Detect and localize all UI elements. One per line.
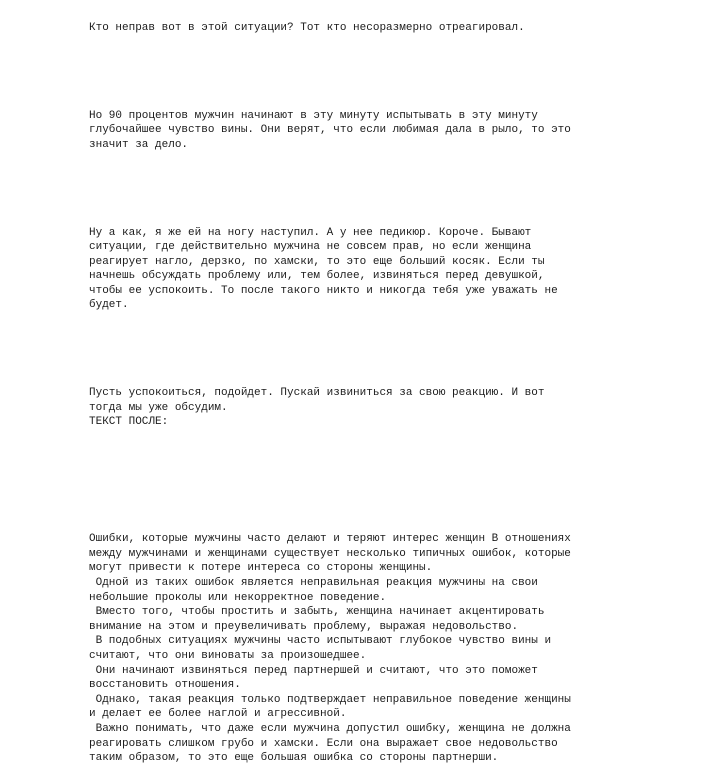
paragraph-situations: Ну а как, я же ей на ногу наступил. А у нее педикюр. Короче. Бывают ситуации, где действительно мужчина не совсем прав, но если женщина реагирует нагло, дерзко, по хамски, то это еще больший косяк. Если ты начнешь обсуждать проблему или, тем более, извиняться перед девушкой, чтобы ее успокоить. То после такого никто и никогда тебя уже уважать не будет. <box>89 226 558 312</box>
paragraph-gap <box>89 342 720 357</box>
document-body <box>89 0 720 780</box>
paragraph-guilt: Но 90 процентов мужчин начинают в эту минуту испытывать в эту минуту глубочайшее чувство вины. Они верят, что если любимая дала в рыло, то это значит за дело. <box>89 109 571 151</box>
section-gap <box>89 459 720 503</box>
paragraph-gap <box>89 65 720 80</box>
paragraph-gap <box>89 182 720 197</box>
paragraph-mistakes: Ошибки, которые мужчины часто делают и теряют интерес женщин В отношениях между мужчинами и женщинами существует несколько типичных ошибок, которые могут привести к потере интереса со стороны женщины. Одной из таких ошибок является неправильная реакция мужчины на свои небольшие проколы или некорректное поведение. Вместо того, чтобы простить и забыть, женщина начинает акцентировать внимание на этом и преувеличивать проблему, выражая недовольство. В подобных ситуациях мужчины часто испытывают глубокое чувство вины и считают, что они виноваты за произошедшее. Они начинают извиняться перед партнершей и считают, что это поможет восстановить отношения. Однако, такая реакция только подтверждает неправильное поведение женщины и делает ее более наглой и агрессивной. Важно понимать, что даже если мужчина допустил ошибку, женщина не должна реагировать слишком грубо и хамски. Если она выражает свое недовольство таким образом, то это еще большая ошибка со стороны партнерши. <box>89 533 571 765</box>
paragraph-who-is-wrong: Кто неправ вот в этой ситуации? Тот кто несоразмерно отреагировал. <box>89 22 525 35</box>
paragraph-calm-down: Пусть успокоиться, подойдет. Пускай извиниться за свою реакцию. И вот тогда мы уже обсудим. ТЕКСТ ПОСЛЕ: <box>89 387 545 429</box>
